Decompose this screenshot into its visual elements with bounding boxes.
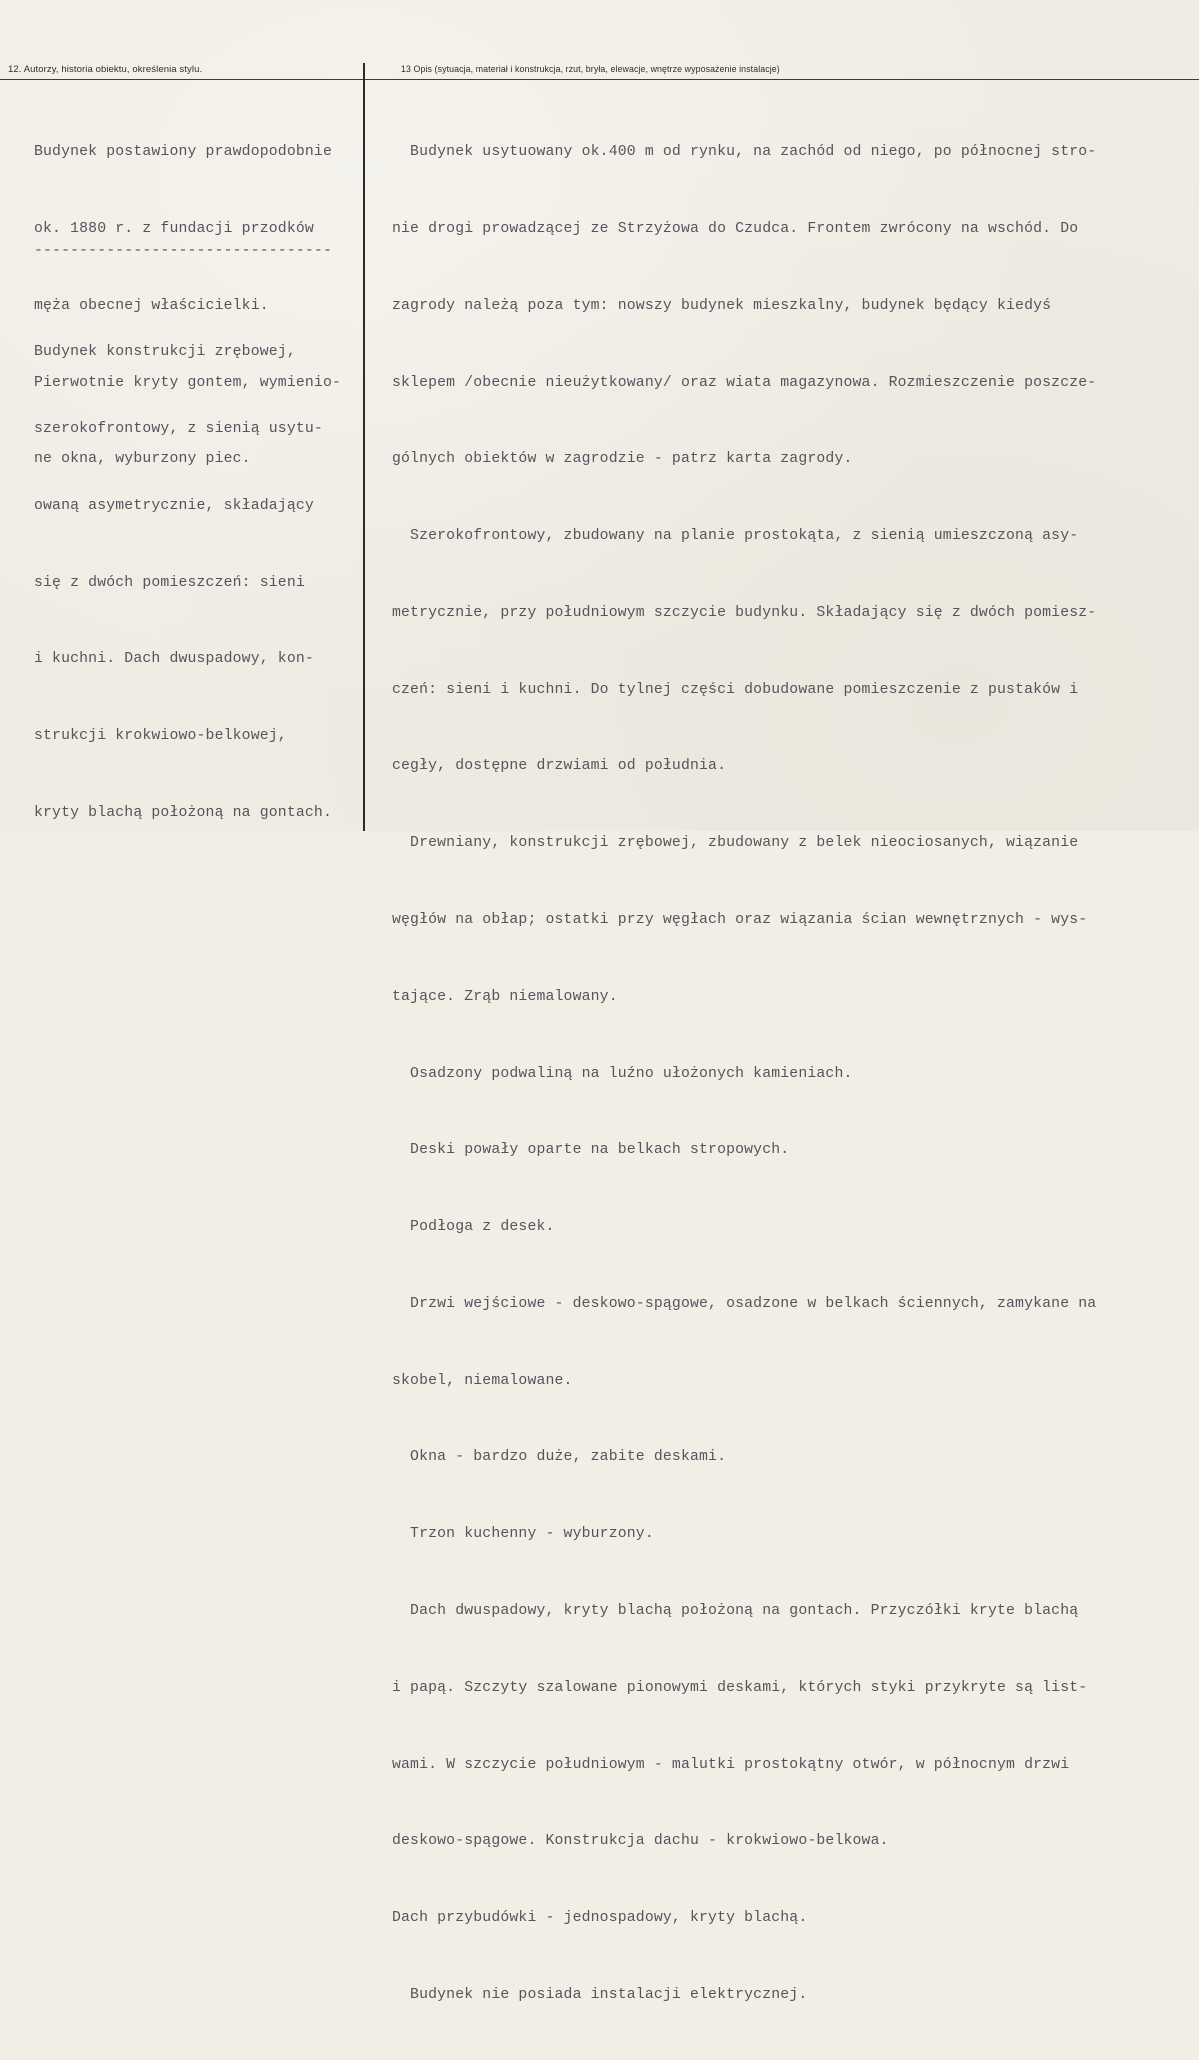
header-left-label: 12. Autorzy, historia obiektu, określenia stylu. [8, 64, 203, 75]
description-line: nie drogi prowadzącej ze Strzyżowa do Czudca. Frontem zwrócony na wschód. Do [392, 220, 1079, 237]
description-line: tające. Zrąb niemalowany. [392, 988, 618, 1005]
description-line: Okna - bardzo duże, zabite deskami. [392, 1449, 727, 1466]
description-line: Dach dwuspadowy, kryty blachą położoną na gontach. Przyczółki kryte blachą [392, 1603, 1079, 1620]
description-line: metrycznie, przy południowym szczycie budynku. Składający się z dwóch pomiesz- [392, 604, 1097, 621]
description-text [392, 89, 1096, 2060]
style-text [34, 289, 332, 878]
description-line: wami. W szczycie południowym - malutki prostokątny otwór, w północnym drzwi [392, 1756, 1070, 1773]
style-line: i kuchni. Dach dwuspadowy, kon- [34, 651, 314, 668]
description-line: Deski powały oparte na belkach stropowych. [392, 1142, 790, 1159]
description-line: sklepem /obecnie nieużytkowany/ oraz wiata magazynowa. Rozmieszczenie poszcze- [392, 374, 1097, 391]
description-line: Szerokofrontowy, zbudowany na planie prostokąta, z sienią umieszczoną asy- [392, 528, 1079, 545]
description-line: cegły, dostępne drzwiami od południa. [392, 758, 727, 775]
style-line: strukcji krokwiowo-belkowej, [34, 728, 287, 745]
column-divider-rule [363, 63, 365, 831]
description-line: Drzwi wejściowe - deskowo-spągowe, osadzone w belkach ściennych, zamykane na [392, 1295, 1097, 1312]
history-line: Budynek postawiony prawdopodobnie [34, 144, 332, 161]
header-rule [0, 79, 1199, 80]
description-line: i papą. Szczyty szalowane pionowymi deskami, których styki przykryte są list- [392, 1679, 1088, 1696]
description-line: Drewniany, konstrukcji zrębowej, zbudowany z belek nieociosanych, wiązanie [392, 835, 1079, 852]
description-line: Budynek usytuowany ok.400 m od rynku, na zachód od niego, po północnej stro- [392, 144, 1097, 161]
style-line: owaną asymetrycznie, składający [34, 497, 314, 514]
style-line: szerokofrontowy, z sienią usytu- [34, 420, 323, 437]
history-line: męża obecnej właścicielki. [34, 297, 269, 314]
style-line: kryty blachą położoną na gontach. [34, 804, 332, 821]
description-line: Trzon kuchenny - wyburzony. [392, 1526, 654, 1543]
description-line: skobel, niemalowane. [392, 1372, 573, 1389]
description-line: Budynek nie posiada instalacji elektrycznej. [392, 1986, 808, 2003]
dashed-divider: --------------------------------- [34, 243, 332, 259]
description-line: Osadzony podwaliną na luźno ułożonych kamieniach. [392, 1065, 853, 1082]
description-line: czeń: sieni i kuchni. Do tylnej części dobudowane pomieszczenie z pustaków i [392, 681, 1079, 698]
description-line: węgłów na obłap; ostatki przy węgłach oraz wiązania ścian wewnętrznych - wys- [392, 912, 1088, 928]
description-line: Podłoga z desek. [392, 1219, 555, 1236]
history-line: ne okna, wyburzony piec. [34, 451, 251, 468]
description-line: Dach przybudówki - jednospadowy, kryty blachą. [392, 1910, 808, 1927]
style-line: się z dwóch pomieszczeń: sieni [34, 574, 305, 591]
description-line: deskowo-spągowe. Konstrukcja dachu - krokwiowo-belkowa. [392, 1833, 889, 1850]
style-line: Budynek konstrukcji zrębowej, [34, 344, 296, 361]
header-right-label: 13 Opis (sytuacja, materiał i konstrukcja, rzut, bryła, elewacje, wnętrze wyposażenie instalacje) [401, 64, 780, 74]
history-line: Pierwotnie kryty gontem, wymienio- [34, 374, 342, 391]
history-line: ok. 1880 r. z fundacji przodków [34, 220, 314, 237]
description-line: gólnych obiektów w zagrodzie - patrz karta zagrody. [392, 451, 853, 468]
description-line: zagrody należą poza tym: nowszy budynek mieszkalny, budynek będący kiedyś [392, 297, 1052, 314]
